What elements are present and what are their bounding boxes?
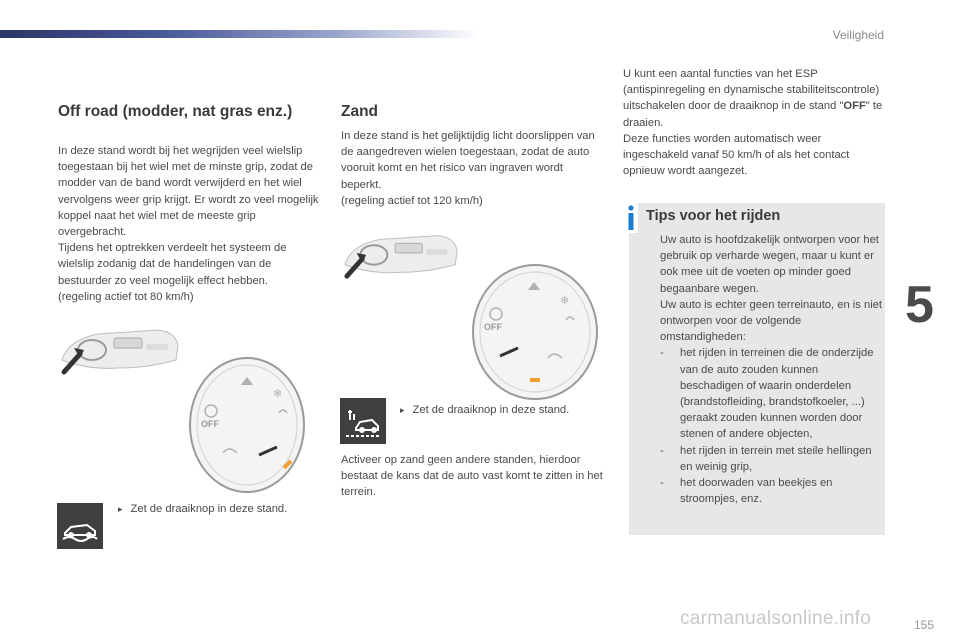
watermark: carmanualsonline.info [680, 608, 872, 629]
zand-body [341, 128, 603, 209]
zand-paragraph: In deze stand is het gelijktijdig licht doorslippen van de aangedreven wielen toegestaan, zodat de auto vooruit komt en het risico van ingraven wordt beperkt. [341, 130, 595, 191]
tips-intro: Uw auto is echter geen terreinauto, en is niet ontworpen voor de volgende omstandigheden: [660, 298, 883, 344]
esp-text: U kunt een aantal functies van het ESP (antispinregeling en dynamische stabiliteitscontrole) uitschakelen door de draaiknop in de stand " [623, 68, 880, 113]
esp-body [623, 66, 885, 179]
svg-text:❄: ❄ [273, 387, 283, 400]
offroad-title: Off road (modder, nat gras enz.) [58, 103, 293, 120]
offroad-instruction-text: Zet de draaiknop in deze stand. [130, 503, 288, 515]
esp-paragraph [623, 66, 885, 131]
tips-text [660, 232, 882, 507]
dial-off-label: OFF [201, 419, 219, 429]
terrain-dial-zand [470, 262, 600, 402]
header-gradient-bar [0, 30, 480, 38]
dial-off-label: OFF [484, 322, 502, 332]
zand-instruction-text: Zet de draaiknop in deze stand. [412, 404, 570, 416]
offroad-paragraph: (regeling actief tot 80 km/h) [58, 290, 194, 303]
info-icon [623, 203, 638, 233]
zand-warning-text: Activeer op zand geen andere standen, hierdoor bestaat de kans dat de auto vast komt te zitten in het terrein. [341, 454, 603, 499]
section-label: Veiligheid [832, 28, 884, 42]
offroad-mode-icon [57, 503, 103, 549]
tips-list-item-text: het rijden in terreinen die de onderzijde van de auto zouden kunnen beschadigen of waarin onderdelen (brandstofleiding, brandstofkoeler, ...) geraakt zouden kunnen worden door stenen of andere objecten, [680, 347, 874, 441]
offroad-paragraph: In deze stand wordt bij het wegrijden veel wielslip toegestaan bij het wiel met de minste grip, zodat de modder van de band wordt verwijderd en het wiel vervolgens weer grip krijgt. Er wordt zo veel mogelijk koppel naat het wiel met de meeste grip overgebracht. [58, 145, 319, 239]
zand-paragraph: (regeling actief tot 120 km/h) [341, 194, 483, 207]
dashboard-illustration [341, 225, 461, 281]
tips-title: Tips voor het rijden [646, 208, 781, 224]
zand-instruction: ▸ Zet de draaiknop in deze stand. [400, 404, 570, 416]
tips-list-item-text: het rijden in terrein met steile hellingen en weinig grip, [680, 444, 872, 473]
zand-warning [341, 452, 603, 501]
chapter-number: 5 [905, 276, 934, 334]
dashboard-illustration [58, 320, 182, 376]
tips-list-item-text: het doorwaden van beekjes en stroompjes, enz. [680, 477, 833, 506]
tips-intro: Uw auto is hoofdzakelijk ontworpen voor het gebruik op verharde wegen, maar u kunt er ook mee uit de voeten op minder goed begaanbare wegen. [660, 234, 879, 295]
terrain-dial-offroad [187, 355, 307, 495]
zand-title: Zand [341, 103, 379, 120]
offroad-paragraph: Tijdens het optrekken verdeelt het systeem de wielslip zodanig dat de handelingen van de bestuurder zo veel mogelijk effect hebben. [58, 242, 287, 287]
page-number: 155 [914, 618, 935, 632]
tips-box [623, 203, 885, 535]
offroad-instruction: ▸ Zet de draaiknop in deze stand. [118, 503, 288, 515]
esp-off-label: OFF [843, 100, 866, 113]
tips-list-item: - het doorwaden van beekjes en stroompjes, enz. [660, 475, 882, 507]
zand-mode-icon [340, 398, 386, 444]
esp-paragraph: Deze functies worden automatisch weer ingeschakeld vanaf 50 km/h of als het contact opnieuw wordt aangezet. [623, 132, 850, 178]
tips-list-item: - het rijden in terrein met steile hellingen en weinig grip, [660, 443, 882, 475]
tips-list-item: - het rijden in terreinen die de onderzijde van de auto zouden kunnen beschadigen of waarin onderdelen (brandstofleiding, brandstofkoeler, ...) geraakt zouden kunnen worden door stenen of andere objecten, [660, 345, 882, 442]
esp-text: " te draaien. [623, 100, 883, 129]
svg-text:❄: ❄ [560, 294, 570, 307]
offroad-body [58, 143, 320, 305]
tips-box-bar [623, 203, 629, 535]
